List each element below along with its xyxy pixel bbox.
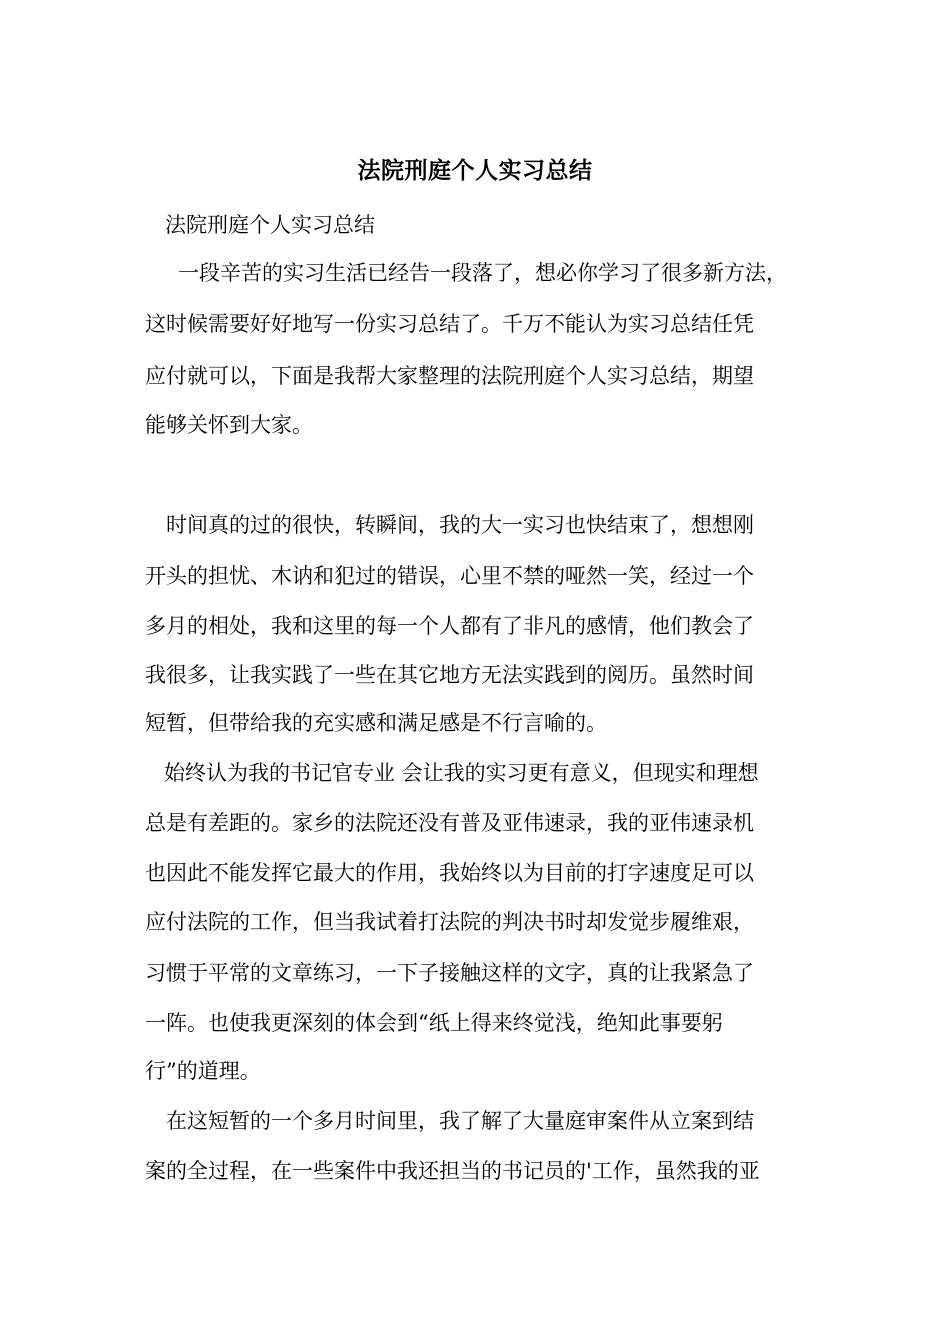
- paragraph-line: 应付法院的工作，但当我试着打法院的判决书时却发觉步履维艰，: [145, 910, 754, 934]
- document-title: 法院刑庭个人实习总结: [357, 157, 593, 184]
- paragraph-line: 短暂，但带给我的充实感和满足感是不行言喻的。: [145, 711, 607, 735]
- paragraph-line: 时间真的过的很快，转瞬间，我的大一实习也快结束了，想想刚: [166, 513, 754, 537]
- paragraph-line: 应付就可以，下面是我帮大家整理的法院刑庭个人实习总结，期望: [145, 364, 754, 388]
- paragraph-line: 在这短暂的一个多月时间里，我了解了大量庭审案件从立案到结: [166, 1109, 754, 1133]
- paragraph-line: 案的全过程，在一些案件中我还担当的书记员的'工作，虽然我的亚: [145, 1159, 760, 1183]
- paragraph-line: 习惯于平常的文章练习，一下子接触这样的文字，真的让我紧急了: [145, 961, 754, 985]
- paragraph-line: 行”的道理。: [145, 1059, 261, 1083]
- paragraph-line: 总是有差距的。家乡的法院还没有普及亚伟速录，我的亚伟速录机: [145, 811, 754, 835]
- paragraph-line: 能够关怀到大家。: [145, 413, 313, 437]
- paragraph-line: 一阵。也使我更深刻的体会到“纸上得来终觉浅，绝知此事要躬: [145, 1011, 723, 1035]
- paragraph-line: 多月的相处，我和这里的每一个人都有了非凡的感情，他们教会了: [145, 614, 754, 638]
- paragraph-line: 开头的担忧、木讷和犯过的错误，心里不禁的哑然一笑，经过一个: [145, 564, 754, 588]
- subtitle-line: 法院刑庭个人实习总结: [165, 213, 375, 237]
- paragraph-line: 始终认为我的书记官专业 会让我的实习更有意义，但现实和理想: [164, 761, 759, 785]
- paragraph-line: 一段辛苦的实习生活已经告一段落了，想必你学习了很多新方法，: [178, 261, 787, 285]
- paragraph-line: 我很多，让我实践了一些在其它地方无法实践到的阅历。虽然时间: [145, 663, 754, 687]
- paragraph-line: 也因此不能发挥它最大的作用，我始终以为目前的打字速度足可以: [145, 861, 754, 885]
- paragraph-line: 这时候需要好好地写一份实习总结了。千万不能认为实习总结任凭: [145, 312, 754, 336]
